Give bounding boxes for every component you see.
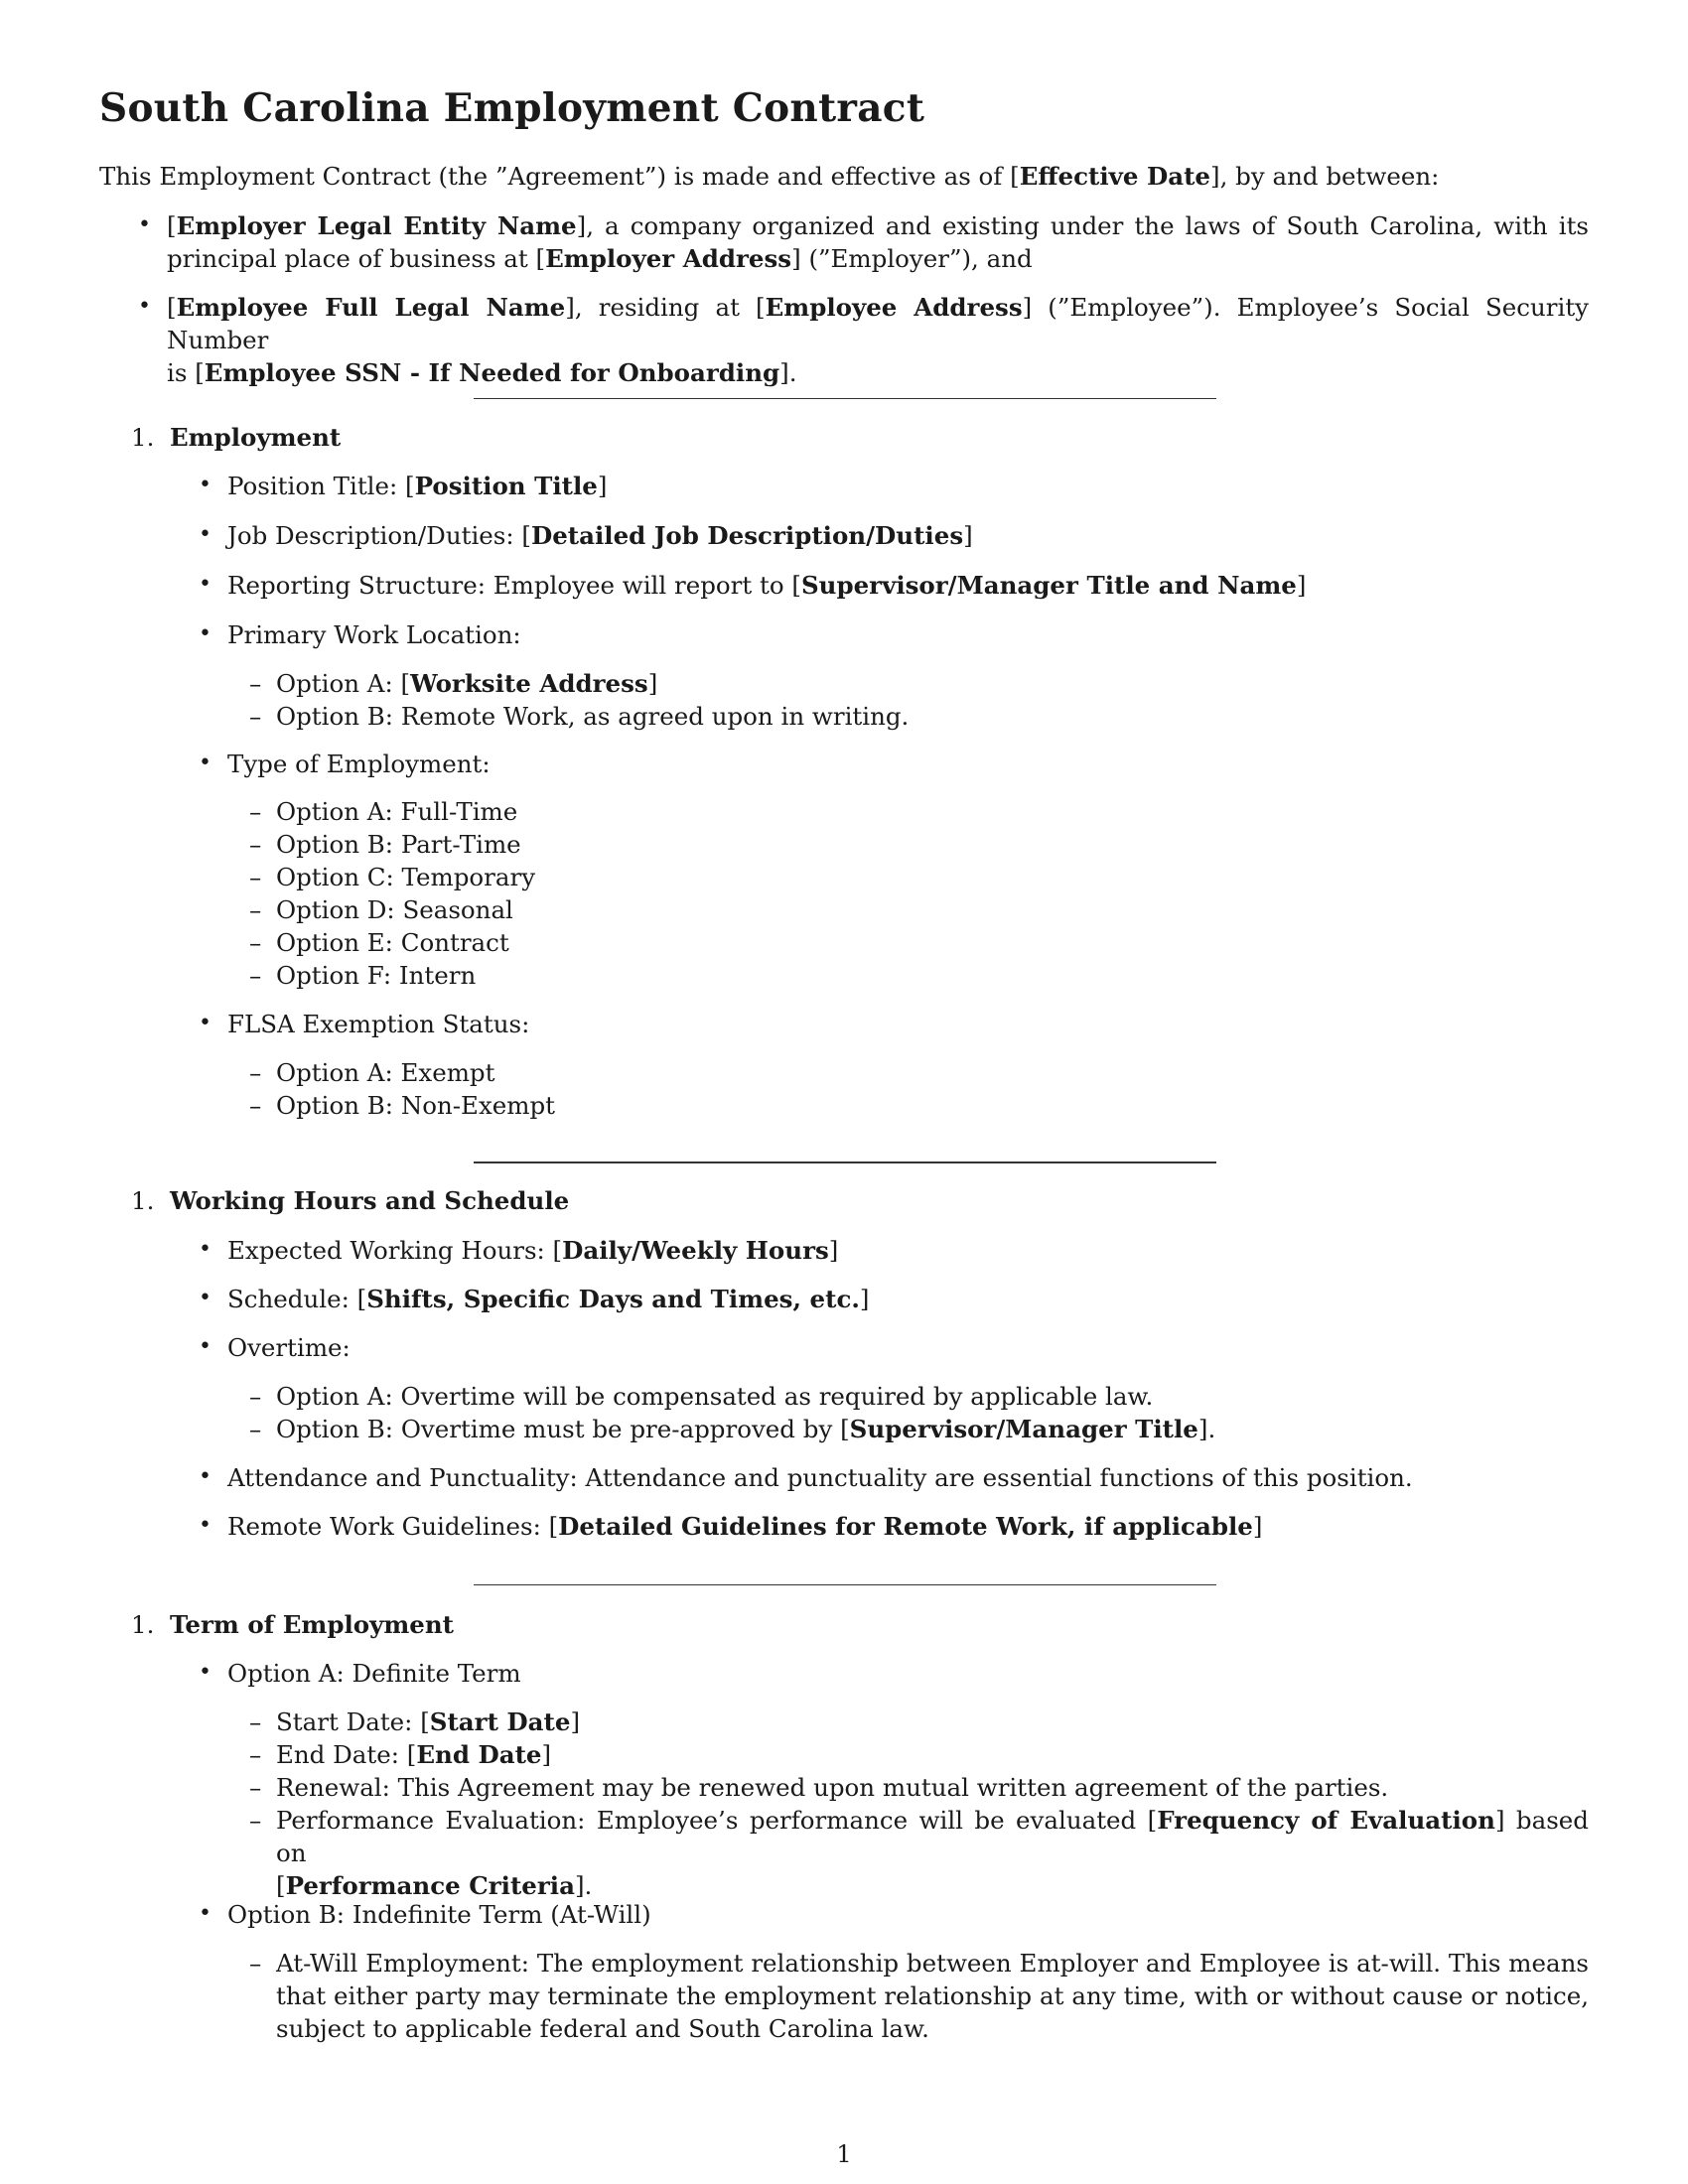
employment-type-option: – Option B: Part-Time: [249, 830, 521, 859]
schedule-item: Schedule: [Shifts, Specific Days and Times, etc.]: [227, 1285, 870, 1313]
employment-type-label: Type of Employment:: [227, 750, 491, 778]
bullet: •: [199, 522, 211, 547]
flsa-option: – Option B: Non-Exempt: [249, 1091, 556, 1120]
term-option-b: Option B: Indefinite Term (At-Will): [227, 1900, 651, 1929]
bullet: •: [199, 751, 211, 775]
reporting-structure-item: Reporting Structure: Employee will report to [Supervisor/Manager Title and Name]: [227, 571, 1307, 600]
document-title: South Carolina Employment Contract: [99, 85, 925, 131]
job-duties-item: Job Description/Duties: [Detailed Job Description/Duties]: [227, 521, 973, 550]
section-term-heading: 1. Term of Employment: [131, 1610, 455, 1639]
section-divider: [474, 1584, 1216, 1585]
employer-party: [Employer Legal Entity Name], a company organized and existing under the laws of South Carolina, with its principal place of business at [Employer Address] (”Employer”), and: [167, 211, 1589, 273]
bullet: •: [199, 1334, 211, 1359]
bullet: •: [199, 621, 211, 646]
bullet: •: [199, 1011, 211, 1035]
location-option-b: – Option B: Remote Work, as agreed upon in writing.: [249, 702, 910, 731]
employment-type-option: – Option C: Temporary: [249, 863, 536, 891]
flsa-option: – Option A: Exempt: [249, 1058, 495, 1087]
section-divider: [474, 1161, 1216, 1163]
employment-type-option: – Option F: Intern: [249, 961, 477, 990]
document-page: [99, 0, 1589, 2184]
section-divider: [474, 398, 1216, 399]
start-date-item: – Start Date: [Start Date]: [249, 1707, 581, 1736]
location-option-a: – Option A: [Worksite Address]: [249, 669, 658, 698]
remote-guidelines-item: Remote Work Guidelines: [Detailed Guidelines for Remote Work, if applicable]: [227, 1512, 1263, 1541]
bullet: •: [199, 572, 211, 597]
section-hours-heading: 1. Working Hours and Schedule: [131, 1186, 570, 1215]
performance-evaluation-item: Performance Evaluation: Employee’s performance will be evaluated [Frequency of Evaluation] based on [Performance Criteria].: [276, 1806, 1589, 1900]
bullet: •: [199, 1286, 211, 1310]
overtime-label: Overtime:: [227, 1333, 351, 1362]
end-date-item: – End Date: [End Date]: [249, 1740, 552, 1769]
flsa-status-label: FLSA Exemption Status:: [227, 1010, 530, 1038]
overtime-option-a: – Option A: Overtime will be compensated as required by applicable law.: [249, 1382, 1154, 1411]
position-title-item: Position Title: [Position Title]: [227, 472, 608, 500]
page-number: 1: [836, 2140, 852, 2168]
working-hours-item: Expected Working Hours: [Daily/Weekly Hours]: [227, 1236, 839, 1265]
bullet: •: [199, 1513, 211, 1538]
employment-type-option: – Option D: Seasonal: [249, 895, 513, 924]
dash: –: [249, 1806, 262, 1835]
bullet: •: [199, 1464, 211, 1489]
employment-type-option: – Option E: Contract: [249, 928, 509, 957]
renewal-item: – Renewal: This Agreement may be renewed upon mutual written agreement of the parties.: [249, 1773, 1389, 1802]
at-will-item: At-Will Employment: The employment relationship between Employer and Employee is at-will. This means that either party may terminate the employment relationship at any time, with or without cause or notice, subject to applicable federal and South Carolina law.: [276, 1949, 1589, 2043]
dash: –: [249, 1949, 262, 1978]
bullet: •: [138, 294, 151, 319]
bullet: •: [199, 1237, 211, 1262]
bullet: •: [138, 212, 151, 237]
intro-paragraph: This Employment Contract (the ”Agreement”) is made and effective as of [Effective Date], by and between:: [99, 162, 1440, 191]
bullet: •: [199, 1901, 211, 1926]
employment-type-option: – Option A: Full-Time: [249, 797, 518, 826]
work-location-label: Primary Work Location:: [227, 620, 521, 649]
term-option-a: Option A: Definite Term: [227, 1659, 521, 1688]
employee-party: [Employee Full Legal Name], residing at [Employee Address] (”Employee”). Employee’s Social Security Number is [Employee SSN - If Needed for Onboarding].: [167, 293, 1590, 387]
section-employment-heading: 1. Employment: [131, 423, 342, 452]
bullet: •: [199, 473, 211, 497]
attendance-item: Attendance and Punctuality: Attendance and punctuality are essential functions of this position.: [227, 1463, 1413, 1492]
bullet: •: [199, 1660, 211, 1685]
overtime-option-b: – Option B: Overtime must be pre-approved by [Supervisor/Manager Title].: [249, 1415, 1216, 1443]
